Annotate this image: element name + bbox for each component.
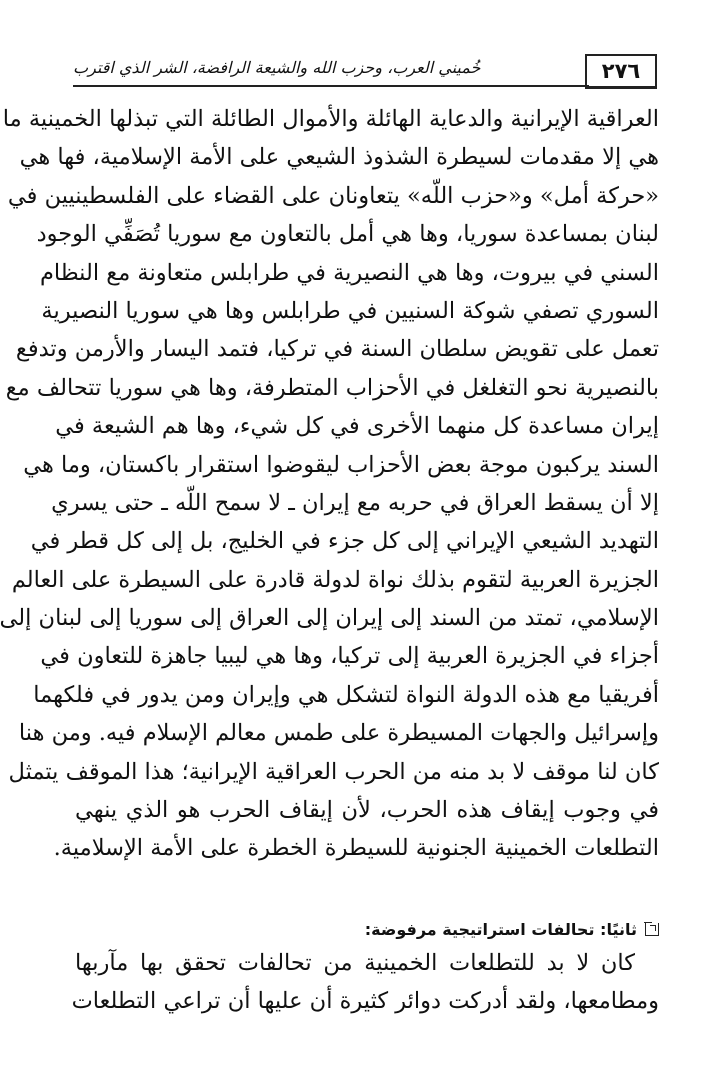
section-heading [365,916,659,942]
text-line: الجزيرة العربية لتقوم بذلك نواة لدولة قادرة على السيطرة على العالم [11,566,659,593]
text-line: كان لنا موقف لا بد منه من الحرب العراقية الإيرانية؛ هذا الموقف يتمثل [8,758,659,785]
text-line: السني في بيروت، وها هي النصيرية في طرابلس متعاونة مع النظام [39,259,659,286]
text-line: ومطامعها، ولقد أدركت دوائر كثيرة أن عليها أن تراعي التطلعات [71,988,659,1015]
text-line: كان لا بد للتطلعات الخمينية من تحالفات تحقق بها مآربها [75,950,635,976]
page-number: ٢٧٦ [585,54,657,89]
text-line: أجزاء في الجزيرة العربية إلى تركيا، وها هي ليبيا جاهزة للتعاون في [40,643,659,670]
text-line: إلا أن يسقط العراق في حربه مع إيران ـ لا سمح اللّه ـ حتى يسري [51,489,659,516]
text-line: التطلعات الخمينية الجنونية للسيطرة الخطرة على الأمة الإسلامية. [53,835,659,862]
text-line: «حركة أمل» و«حزب اللّه» يتعاونان على القضاء على الفلسطينيين في [7,182,659,209]
text-line: تعمل على تقويض سلطان السنة في تركيا، فتمد اليسار والأرمن وتدفع [15,336,659,363]
running-head-title: خُميني العرب، وحزب الله والشيعة الرافضة، الشر الذي اقترب [73,58,481,77]
section-heading-text: ثانيًا: تحالفات استراتيجية مرفوضة: [364,919,637,939]
paragraph-2 [71,944,659,1021]
text-line: السوري تصفي شوكة السنيين في طرابلس وها هي سوريا النصيرية [41,297,659,324]
text-line: أفريقيا مع هذه الدولة النواة لتشكل هي وإيران ومن يدور في فلكهما [33,681,659,708]
header-rule [73,85,589,87]
text-line: السند يركبون موجة بعض الأحزاب ليقوضوا استقرار باكستان، وما هي [23,451,659,478]
text-line: بالنصيرية نحو التغلغل في الأحزاب المتطرفة، وها هي سوريا تتحالف مع [5,374,659,401]
text-line: لبنان بمساعدة سوريا، وها هي أمل بالتعاون مع سوريا تُصَفِّي الوجود [36,221,659,248]
paragraph-1 [0,100,659,868]
text-line: وإسرائيل والجهات المسيطرة على طمس معالم الإسلام فيه. ومن هنا [18,720,659,747]
section-marker-icon [645,923,659,936]
text-line: هي إلا مقدمات لسيطرة الشذوذ الشيعي على الأمة الإسلامية، فها هي [19,144,659,171]
text-line: الإسلامي، تمتد من السند إلى إيران إلى العراق إلى سوريا إلى لبنان إلى [0,605,659,632]
text-line: العراقية الإيرانية والدعاية الهائلة والأموال الطائلة التي تبذلها الخمينية ما [2,106,659,132]
running-head [73,54,657,88]
text-line: التهديد الشيعي الإيراني إلى كل جزء في الخليج، بل إلى كل قطر في [30,528,659,555]
text-line: في وجوب إيقاف هذه الحرب، لأن إيقاف الحرب هو الذي ينهي [75,797,659,824]
text-line: إيران مساعدة كل منهما الأخرى في كل شيء، وها هم الشيعة في [55,413,659,440]
